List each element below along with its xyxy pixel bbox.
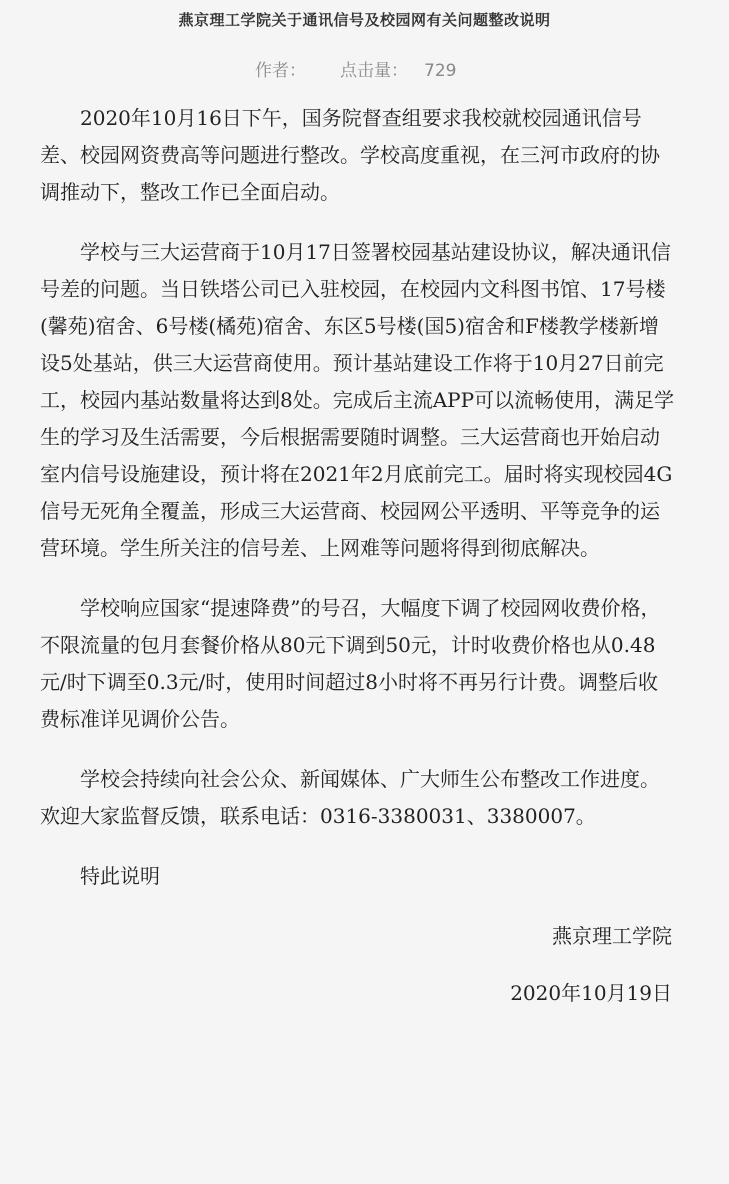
paragraph-closing: 特此说明 — [80, 864, 160, 888]
paragraph-intro: 2020年10月16日下午，国务院督查组要求我校就校园通讯信号差、校园网资费高等问题进行整改。学校高度重视，在三河市政府的协调推动下，整改工作已全面启动。 — [40, 106, 660, 204]
article-meta — [40, 58, 675, 84]
paragraph-pricing: 学校响应国家“提速降费”的号召，大幅度下调了校园网收费价格，不限流量的包月套餐价格从80元下调到50元，计时收费价格也从0.48元/时下调至0.3元/时，使用时间超过8小时将不再另行计费。调整后收费标准详见调价公告。 — [40, 596, 661, 731]
signature-date: 2020年10月19日 — [510, 981, 672, 1005]
author-label: 作者： — [255, 61, 306, 81]
article-body — [40, 100, 675, 1012]
paragraph-feedback: 学校会持续向社会公众、新闻媒体、广大师生公布整改工作进度。欢迎大家监督反馈，联系电话：0316-3380031、3380007。 — [40, 767, 660, 828]
article-title: 燕京理工学院关于通讯信号及校园网有关问题整改说明 — [178, 11, 551, 29]
paragraph-base-station: 学校与三大运营商于10月17日签署校园基站建设协议，解决通讯信号差的问题。当日铁塔公司已入驻校园，在校园内文科图书馆、17号楼(馨苑)宿舍、6号楼(橘苑)宿舍、东区5号楼(国5)宿舍和F楼教学楼新增设5处基站，供三大运营商使用。预计基站建设工作将于10月27日前完工，校园内基站数量将达到8处。完成后主流APP可以流畅使用，满足学生的学习及生活需要，今后根据需要随时调整。三大运营商也开始启动室内信号设施建设，预计将在2021年2月底前完工。届时将实现校园4G信号无死角全覆盖，形成三大运营商、校园网公平透明、平等竞争的运营环境。学生所关注的信号差、上网难等问题将得到彻底解决。 — [40, 240, 675, 560]
signature-organization: 燕京理工学院 — [552, 924, 672, 948]
click-count-label: 点击量： — [340, 61, 408, 81]
click-count-value: 729 — [424, 61, 457, 81]
